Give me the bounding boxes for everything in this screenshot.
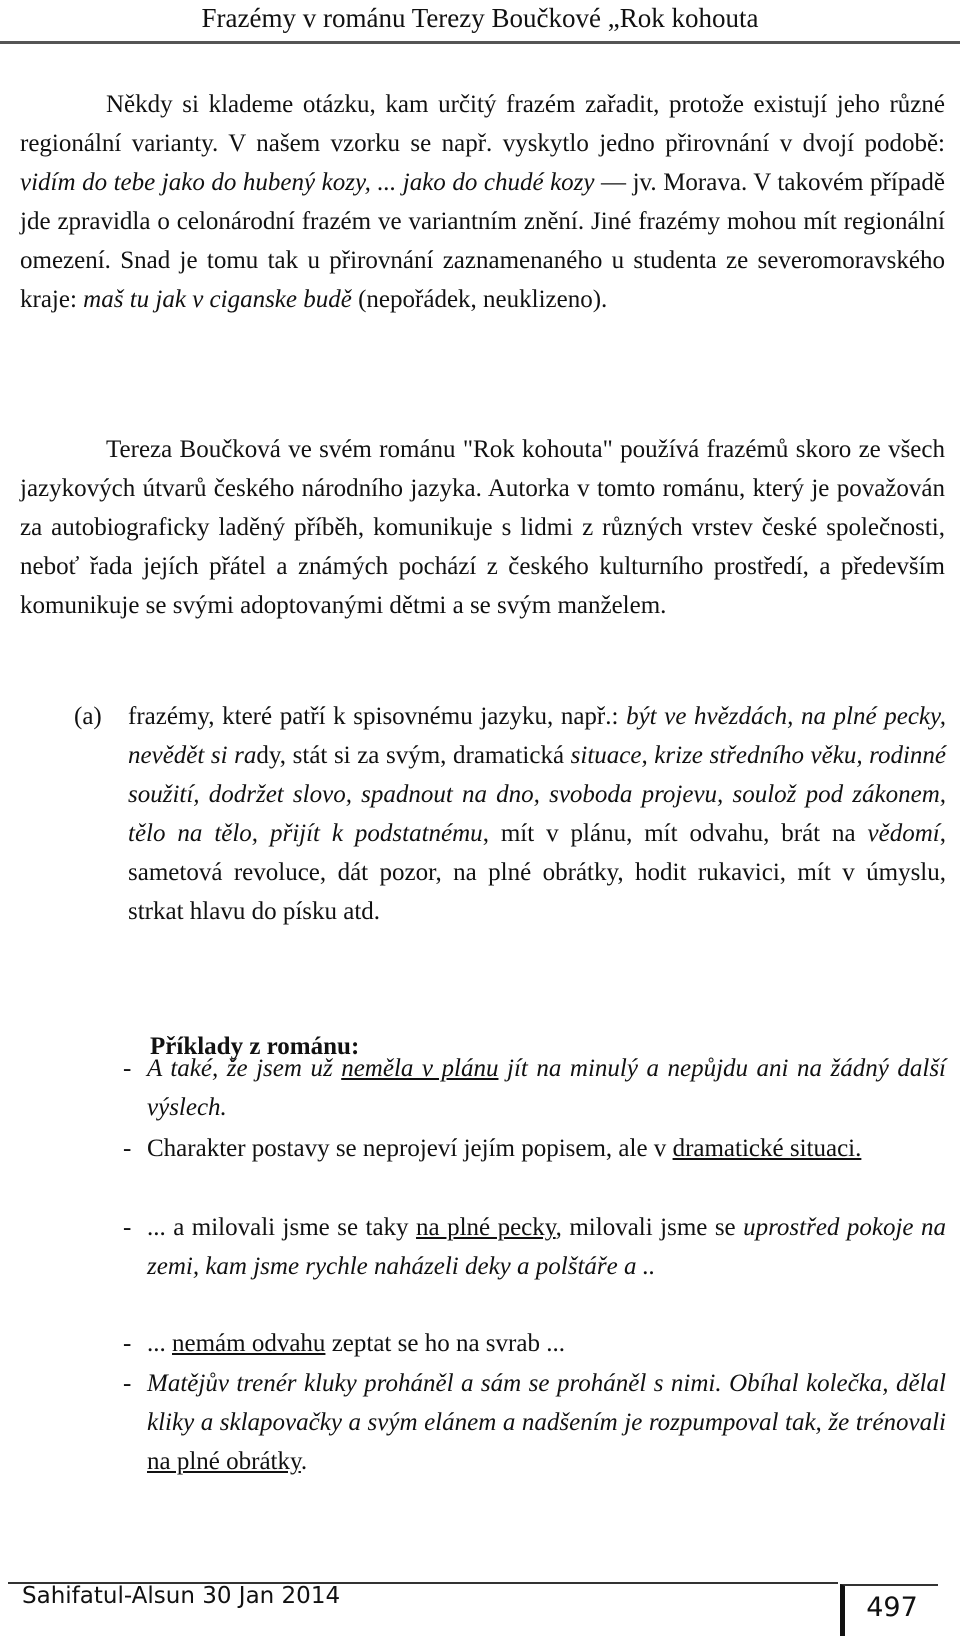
p1-italic-3: maš tu jak v ciganske budě bbox=[83, 286, 352, 313]
example-4-text bbox=[147, 1324, 946, 1363]
la-italic-2: situace, krize středního věku, rodinné soužití, dodržet slovo, spadnout na dno, svoboda projevu, soulož pod zákonem, tělo na tělo, přijít k podstatnému bbox=[128, 742, 947, 847]
la-text-4: , sametová revoluce, dát pozor, na plné obrátky, hodit rukavici, mít v úmyslu, strkat hlavu do písku atd. bbox=[128, 820, 946, 925]
la-italic-3: vědomí bbox=[867, 820, 940, 847]
e5-italic-1: Matějův trenér kluky proháněl a sám se proháněl s nimi. Obíhal kolečka, dělal kliky a sklapovačky a svým elánem a nadšením je rozpumpoval tak, že trénovali bbox=[147, 1370, 946, 1436]
p1-text-3: — jv. Morava. V takovém případě jde zpravidla o celonárodní frazém ve variantním znění. Jiné frazémy mohou mít regionální omezení. Snad je tomu tak u přirovnání zaznamenaného u studenta ze severomoravského kraje: bbox=[20, 169, 945, 313]
e3-underlined-phrase: na plné pecky bbox=[416, 1214, 556, 1241]
e3-text-1: ... a milovali jsme se taky bbox=[147, 1214, 417, 1241]
example-2 bbox=[123, 1129, 946, 1168]
example-dash: - bbox=[123, 1135, 132, 1162]
example-2-text bbox=[147, 1129, 946, 1168]
e5-text-1: . bbox=[300, 1448, 308, 1475]
examples-heading: Příklady z románu: bbox=[150, 1033, 360, 1060]
journal-footer: Sahifatul-Alsun 30 Jan 2014 bbox=[22, 1583, 341, 1609]
example-5-text bbox=[147, 1364, 946, 1481]
e2-text-1: Charakter postavy se neprojeví jejím popisem, ale v bbox=[147, 1135, 673, 1162]
example-dash: - bbox=[123, 1214, 132, 1241]
e1-italic-2: jít na minulý a nepůjdu ani na žádný další výslech. bbox=[147, 1055, 946, 1121]
p1-italic-2: jako do chudé kozy bbox=[402, 169, 595, 196]
e1-italic-1: A také, že jsem už bbox=[147, 1055, 342, 1082]
example-5 bbox=[123, 1364, 946, 1481]
e1-underline bbox=[341, 1055, 498, 1082]
e3-text-2: , milovali jsme se bbox=[555, 1214, 744, 1241]
la-italic-1: být ve hvězdách, na plné pecky, nevědět si ra bbox=[128, 703, 946, 769]
example-dash: - bbox=[123, 1370, 132, 1397]
example-3 bbox=[123, 1208, 946, 1286]
e5-underlined-phrase: na plné obrátky bbox=[147, 1448, 301, 1475]
e4-underlined-phrase: nemám odvahu bbox=[172, 1330, 326, 1357]
example-3-text bbox=[147, 1208, 946, 1286]
example-dash: - bbox=[123, 1055, 132, 1082]
e3-italic-1: uprostřed pokoje na zemi, kam jsme rychle naházeli deky a polštáře a .. bbox=[147, 1214, 946, 1280]
paragraph-author-novel bbox=[20, 430, 945, 625]
p1-text-1: Někdy si klademe otázku, kam určitý frazém zařadit, protože existují jeho různé regionální varianty. V našem vzorku se např. vyskytlo jedno přirovnání v dvojí podobě: bbox=[20, 91, 945, 157]
list-item-a bbox=[74, 697, 946, 931]
list-item-a-text bbox=[128, 697, 946, 931]
la-text-2: dy, stát si za svým, dramatická bbox=[256, 742, 571, 769]
p1-italic-1: vidím do tebe jako do hubený kozy, ... bbox=[20, 169, 397, 196]
example-1-text bbox=[147, 1049, 946, 1127]
e4-text-1: ... bbox=[147, 1330, 172, 1357]
e1-underlined-phrase: neměla v plánu bbox=[341, 1055, 499, 1082]
page-number: 497 bbox=[866, 1592, 918, 1623]
la-text-3: , mít v plánu, mít odvahu, brát na bbox=[482, 820, 868, 847]
p1-text-4: (nepořádek, neuklizeno). bbox=[351, 286, 608, 313]
running-header: Frazémy v románu Terezy Boučkové „Rok kohouta bbox=[201, 3, 759, 33]
list-marker-a: (a) bbox=[74, 703, 102, 730]
e2-underlined-phrase: dramatické situaci. bbox=[672, 1135, 862, 1162]
example-4 bbox=[123, 1324, 946, 1363]
example-dash: - bbox=[123, 1330, 132, 1357]
e4-text-2: zeptat se ho na svrab ... bbox=[325, 1330, 565, 1357]
example-1 bbox=[123, 1049, 946, 1127]
paragraph-regional-variants bbox=[20, 85, 945, 319]
p2-text: Tereza Boučková ve svém románu "Rok kohouta" používá frazémů skoro ze všech jazykových útvarů českého národního jazyka. Autorka v tomto románu, který je považován za autobiograficky laděný příběh, komunikuje s lidmi z různých vrstev české společnosti, neboť řada jejích přátel a známých pochází z českého kulturního prostředí, a především komunikuje se svými adoptovanými dětmi a se svým manželem. bbox=[20, 436, 945, 619]
header-rule bbox=[0, 41, 960, 44]
la-text-1: frazémy, které patří k spisovnému jazyku, např.: bbox=[128, 703, 627, 730]
